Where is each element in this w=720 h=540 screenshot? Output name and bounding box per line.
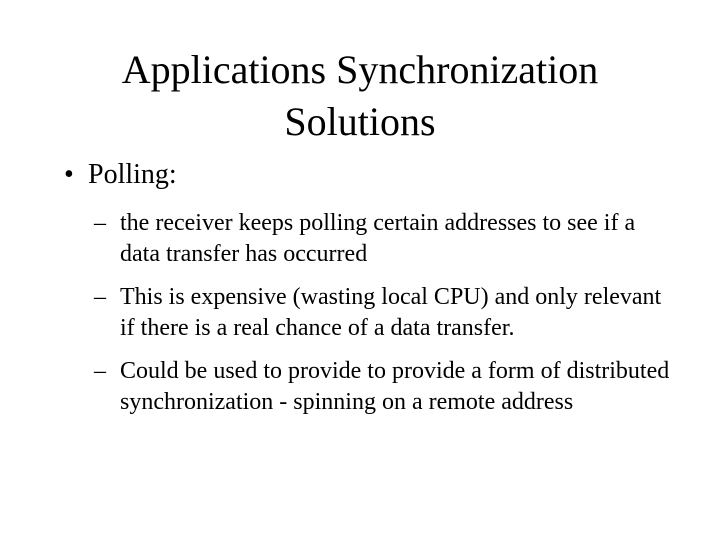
sub-bullet-2 (94, 282, 680, 344)
sub-bullet-text: This is expensive (wasting local CPU) and only relevant if there is a real chance of a data transfer. (120, 284, 662, 341)
slide-body (0, 158, 720, 430)
bullet-polling (64, 158, 720, 192)
slide-title-line-1: Applications Synchronization (121, 47, 599, 92)
sub-bullet-marker: – (94, 210, 106, 236)
slide-title (60, 44, 660, 148)
sub-bullet-1 (94, 208, 680, 270)
sub-bullet-marker: – (94, 358, 106, 384)
slide-title-line-2: Solutions (284, 99, 436, 144)
sub-bullet-3 (94, 356, 680, 418)
sub-bullet-marker: – (94, 284, 106, 310)
bullet-marker: • (64, 159, 74, 190)
sub-bullet-text: the receiver keeps polling certain addresses to see if a data transfer has occurred (120, 210, 636, 267)
bullet-text: Polling: (88, 159, 177, 190)
sub-bullet-text: Could be used to provide to provide a form of distributed synchronization - spinning on a remote address (120, 358, 670, 415)
